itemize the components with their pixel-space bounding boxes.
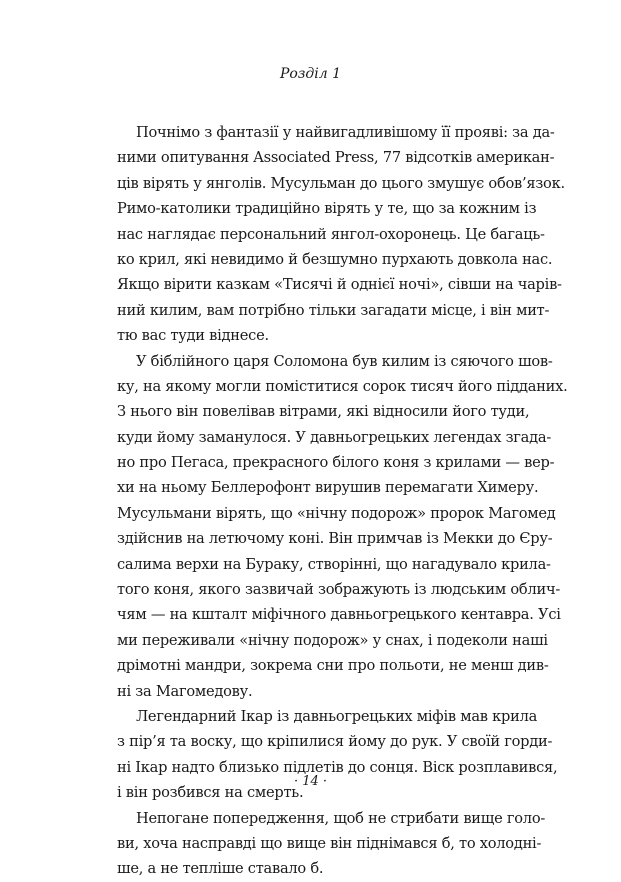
text-line: но про Пегаса, прекрасного білого коня з крилами — вер- [117,454,555,472]
running-head: Розділ 1 [279,66,342,82]
text-line: Римо-католики традиційно вірять у те, що за кожним із [117,200,537,218]
paragraph-1 [117,120,565,349]
text-line: з пір’я та воску, що кріпилися йому до рук. У своїй горди- [117,733,553,751]
text-line: салима верхи на Бураку, створінні, що нагадувало крила- [117,555,551,573]
text-line: ми переживали «нічну подорож» у снах, і подеколи наші [117,631,548,649]
text-line: Якщо вірити казкам «Тисячі й однієї ночі», сівши на чарів- [117,276,562,294]
text-line: того коня, якого зазвичай зображують із людським облич- [117,581,561,599]
text-line: З нього він повелівав вітрами, які відносили його туди, [117,403,530,421]
text-line: і він розбився на смерть. [117,784,304,802]
paragraph-2 [117,349,568,704]
text-line: ні Ікар надто близько підлетів до сонця. Віск розплавився, [117,758,558,776]
body-text [117,120,568,882]
text-line: тю вас туди віднесе. [117,327,269,345]
text-line: дрімотні мандри, зокрема сни про польоти, не менш див- [117,657,549,675]
text-line: куди йому заманулося. У давньогрецьких легендах згада- [117,428,552,446]
text-line: ні за Магомедову. [117,682,253,700]
text-line: ку, на якому могли поміститися сорок тисяч його підданих. [117,377,568,395]
text-line: У біблійного царя Соломона був килим із сяючого шов- [136,352,553,370]
text-line: ців вірять у янголів. Мусульман до цього змушує обов’язок. [117,174,565,192]
text-line: Мусульмани вірять, що «нічну подорож» пророк Магомед [117,504,556,522]
text-line: нас наглядає персональний янгол-охоронець. Це багаць- [117,225,545,243]
page-number: · 14 · [293,774,328,789]
paragraph-4 [117,806,546,882]
text-line: ними опитування Associated Press, 77 відсотків американ- [117,149,555,167]
text-line: хи на ньому Беллерофонт вирушив перемагати Химеру. [117,479,539,497]
text-line: здійснив на летючому коні. Він примчав із Мекки до Єру- [117,530,553,548]
text-line: чям — на кшталт міфічного давньогрецького кентавра. Усі [117,606,561,624]
text-line: ний килим, вам потрібно тільки загадати місце, і він мит- [117,301,550,319]
text-line: ко крил, які невидимо й безшумно пурхають довкола нас. [117,250,553,268]
text-line: ви, хоча насправді що вище він піднімався б, то холодні- [117,834,542,852]
text-line: ше, а не тепліше ставало б. [117,860,324,878]
text-line: Почнімо з фантазії у найвигадливішому її прояві: за да- [136,124,555,141]
text-line: Легендарний Ікар із давньогрецьких міфів мав крила [136,707,538,725]
text-line: Непогане попередження, щоб не стрибати вище голо- [136,809,546,827]
